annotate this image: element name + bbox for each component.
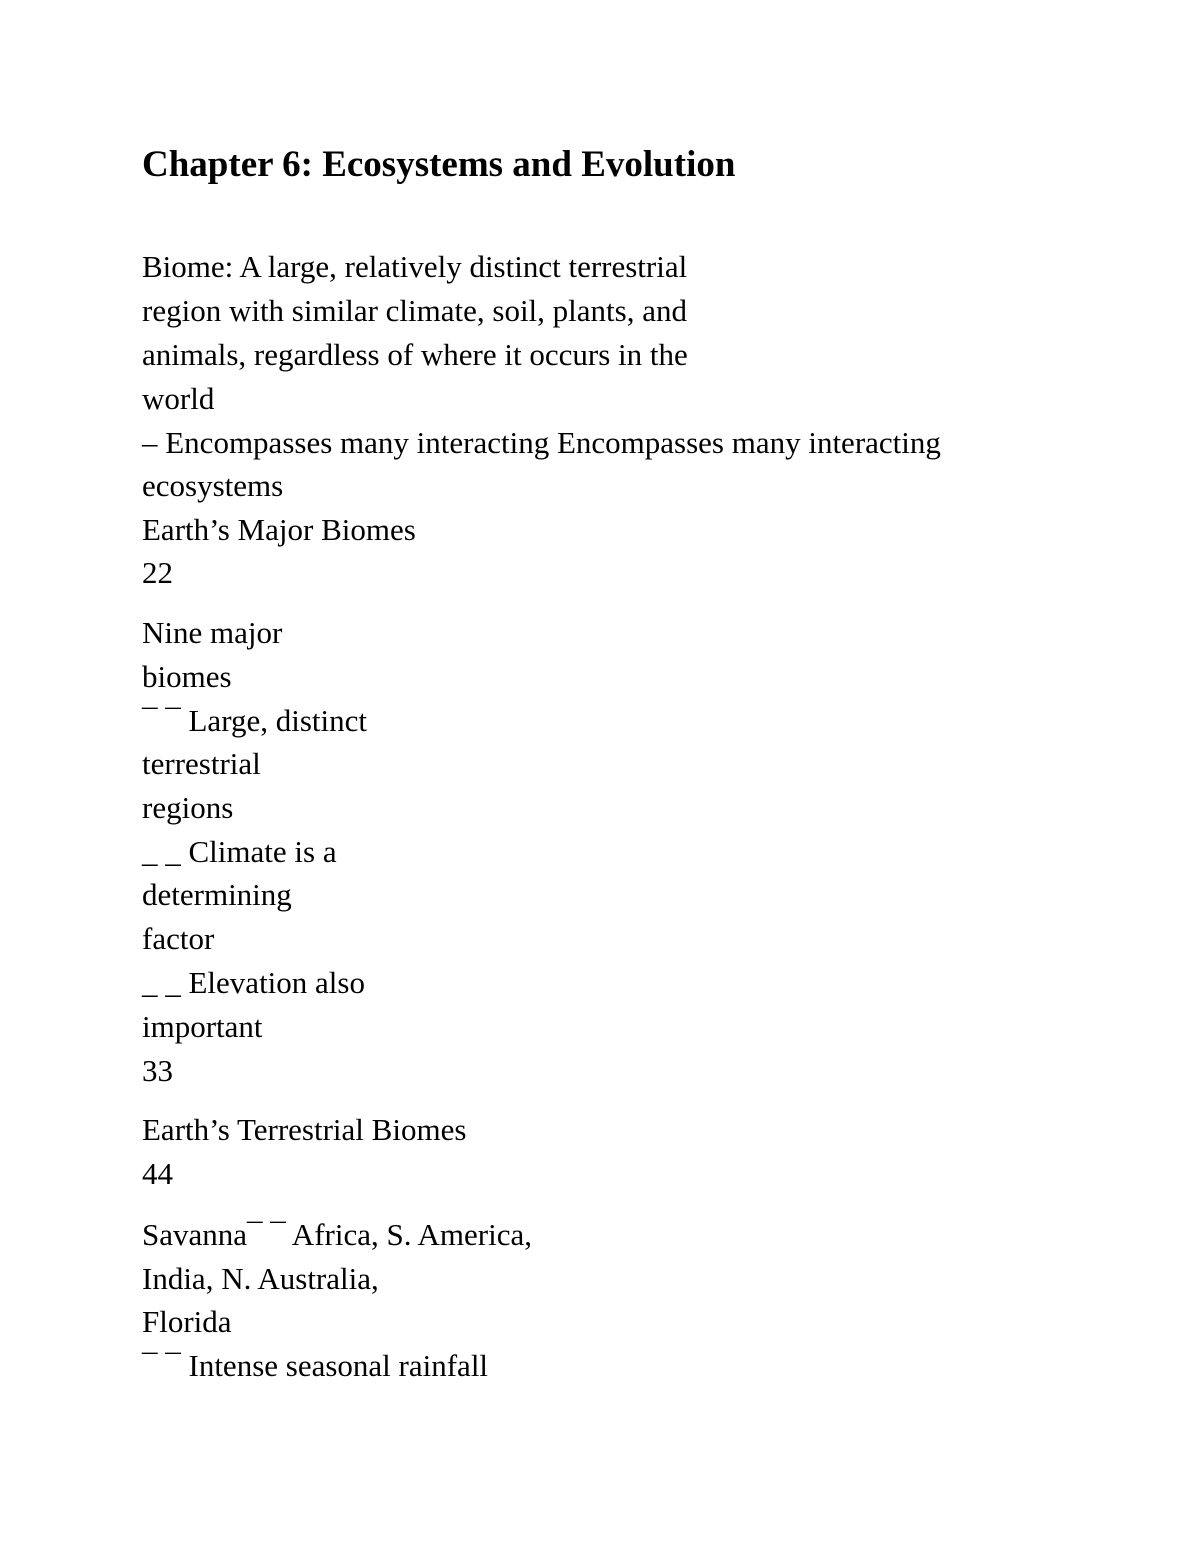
text-line: Nine major [142,615,283,650]
text-line: important [142,1009,263,1044]
text-line: ecosystems [142,468,284,503]
text-line: ¯ ¯ Large, distinct [142,703,367,738]
text-line: India, N. Australia, [142,1261,379,1296]
text-line: regions [142,790,234,825]
text-line: Earth’s Terrestrial Biomes [142,1112,467,1147]
document-page [142,0,1162,1553]
text-line: Florida [142,1304,232,1339]
text-line: biomes [142,659,232,694]
page-number: 44 [142,1156,173,1191]
text-line: animals, regardless of where it occurs in the [142,337,688,372]
page-number: 22 [142,555,173,590]
text-line: – Encompasses many interacting Encompasses many interacting [142,425,941,460]
text-line: Earth’s Major Biomes [142,512,416,547]
text-line: world [142,381,215,416]
chapter-title: Chapter 6: Ecosystems and Evolution [142,144,736,185]
text-line: _ _ Elevation also [142,965,365,1000]
text-line: factor [142,921,215,956]
text-line: _ _ Climate is a [142,834,337,869]
text-line: ¯ ¯ Intense seasonal rainfall [142,1348,489,1383]
text-line: Biome: A large, relatively distinct terrestrial [142,249,688,284]
text-line: region with similar climate, soil, plants, and [142,293,687,328]
text-line: determining [142,877,292,912]
page-number: 33 [142,1053,173,1088]
text-line: Savanna¯ ¯ Africa, S. America, [142,1217,532,1252]
text-line: terrestrial [142,746,261,781]
